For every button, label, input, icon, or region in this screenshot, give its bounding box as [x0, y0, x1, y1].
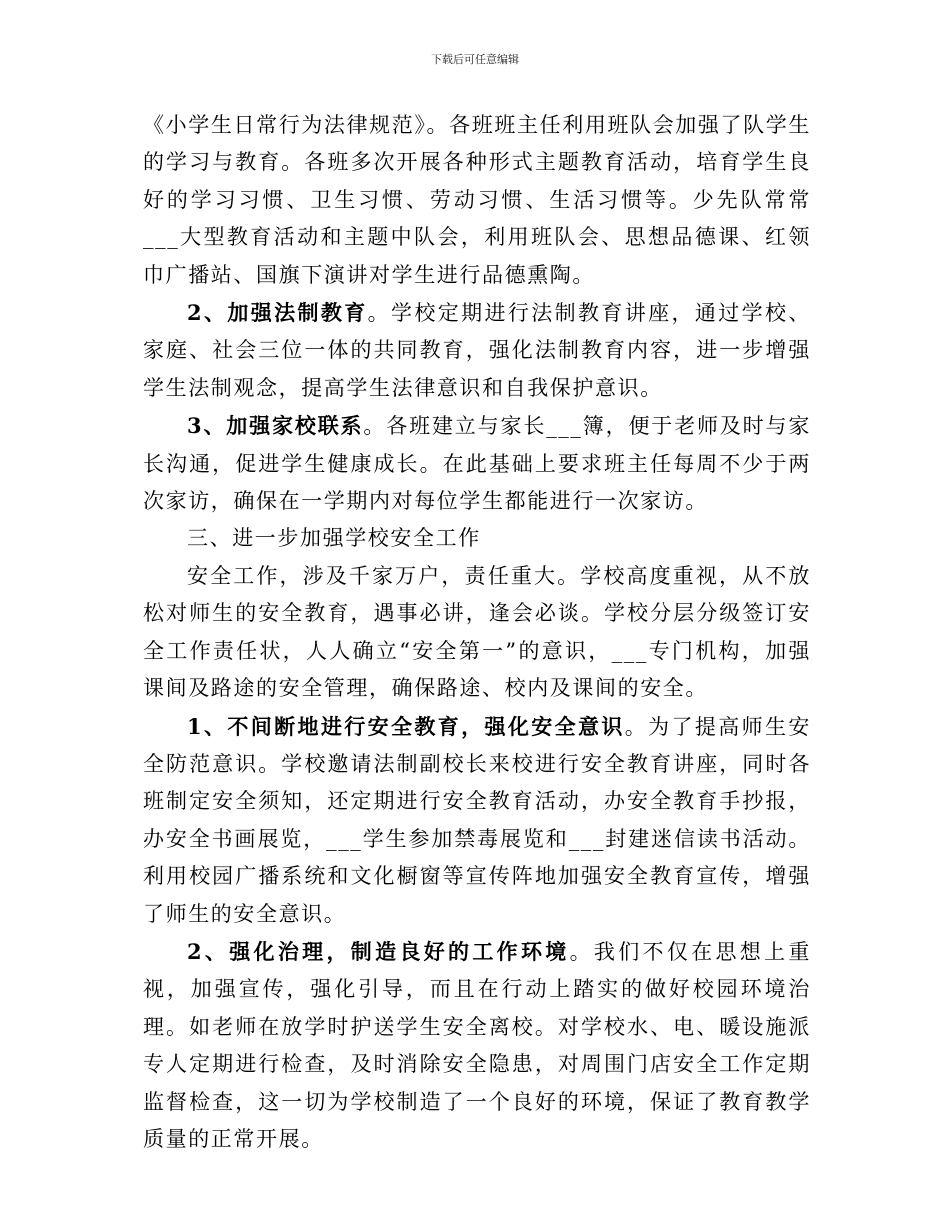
paragraph	[143, 558, 811, 708]
document-body	[143, 107, 811, 1158]
paragraph	[143, 708, 811, 933]
paragraph-text: 。我们不仅在思想上重视，加强宣传，强化引导，而且在行动上踏实的做好校园环境治理。如老师在放学时护送学生安全离校。对学校水、电、暖设施派专人定期进行检查，及时消除安全隐患，对周围门店安全工作定期监督检查，这一切为学校制造了一个良好的环境，保证了教育教学质量的正常开展。	[143, 939, 811, 1151]
paragraph-text: 。各班建立与家长___簿，便于老师及时与家长沟通，促进学生健康成长。在此基础上要求班主任每周不少于两次家访，确保在一学期内对每位学生都能进行一次家访。	[143, 414, 811, 514]
paragraph-text: 《小学生日常行为法律规范》。各班班主任利用班队会加强了队学生的学习与教育。各班多次开展各种形式主题教育活动，培育学生良好的学习习惯、卫生习惯、劳动习惯、生活习惯等。少先队常常___大型教育活动和主题中队会，利用班队会、思想品德课、红领巾广播站、国旗下演讲对学生进行品德熏陶。	[143, 113, 811, 287]
paragraph	[143, 294, 811, 407]
paragraph-heading: 2、加强法制教育	[187, 300, 368, 326]
paragraph	[143, 107, 811, 294]
paragraph	[143, 933, 811, 1158]
paragraph-heading: 2、强化治理，制造良好的工作环境	[187, 938, 570, 964]
paragraph	[143, 407, 811, 520]
page-header: 下载后可任意编辑	[431, 53, 519, 66]
section-heading-text: 三、进一步加强学校安全工作	[187, 526, 481, 551]
paragraph-text: 安全工作，涉及千家万户，责任重大。学校高度重视，从不放松对师生的安全教育，遇事必讲，逢会必谈。学校分层分级签订安全工作责任状，人人确立“安全第一”的意识，___专门机构，加强课间及路途的安全管理，确保路途、校内及课间的安全。	[143, 563, 811, 701]
paragraph-text: 。学校定期进行法制教育讲座，通过学校、家庭、社会三位一体的共同教育，强化法制教育内容，进一步增强学生法制观念，提高学生法律意识和自我保护意识。	[143, 301, 811, 400]
section-heading	[143, 520, 811, 557]
paragraph-text: 。为了提高师生安全防范意识。学校邀请法制副校长来校进行安全教育讲座，同时各班制定安全须知，还定期进行安全教育活动，办安全教育手抄报，办安全书画展览，___学生参加禁毒展览和___封建迷信读书活动。利用校园广播系统和文化橱窗等宣传阵地加强安全教育宣传，增强了师生的安全意识。	[143, 714, 811, 926]
paragraph-heading: 1、不间断地进行安全教育，强化安全意识	[187, 713, 625, 739]
paragraph-heading: 3、加强家校联系	[187, 413, 364, 439]
